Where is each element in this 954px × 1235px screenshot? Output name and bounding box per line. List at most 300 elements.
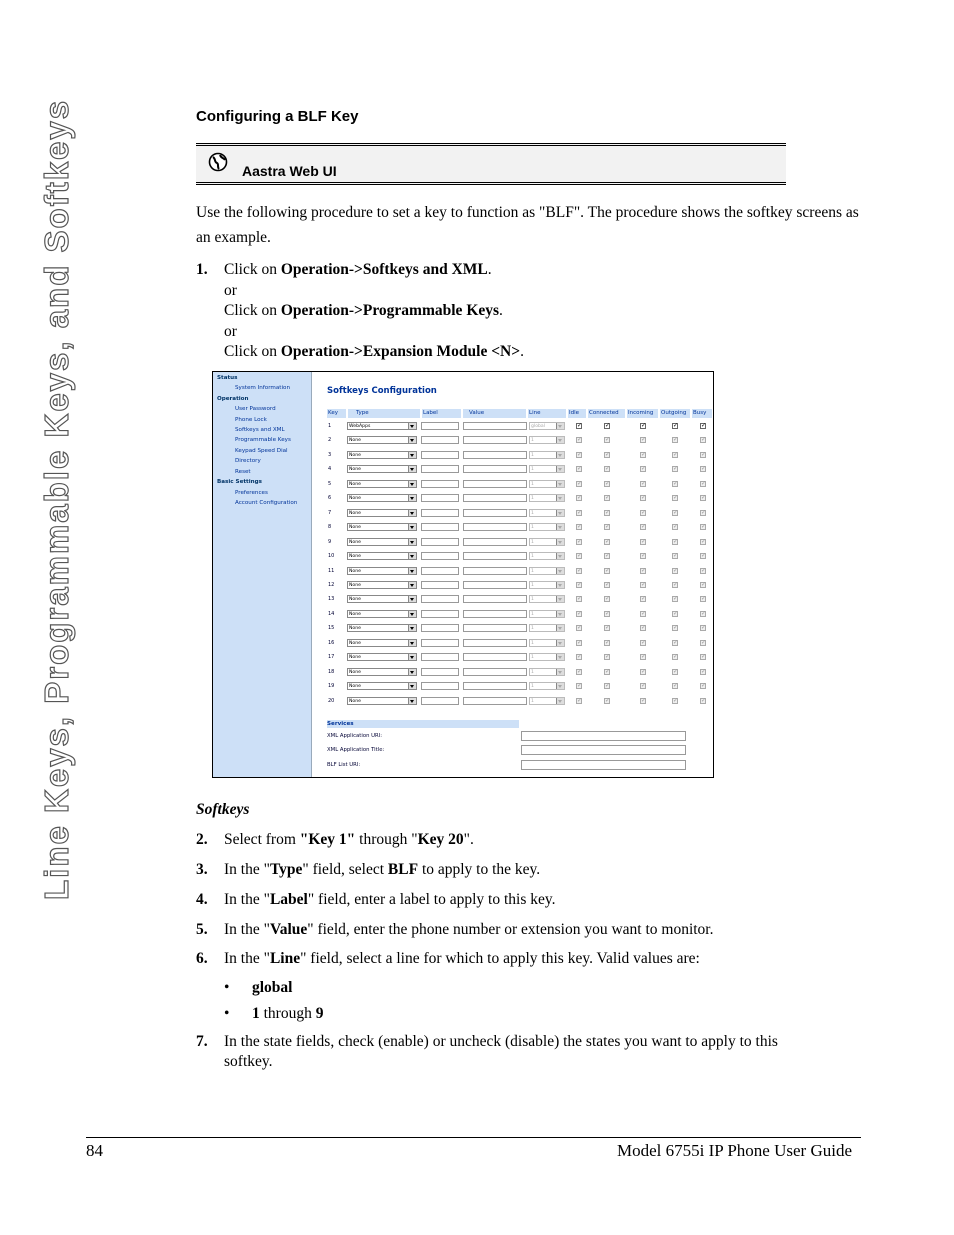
- bold-text: 1: [252, 1005, 260, 1022]
- type-select[interactable]: [347, 682, 417, 690]
- column-header: Key: [327, 409, 346, 418]
- type-value: None: [349, 452, 361, 458]
- state-checkbox[interactable]: ✓: [605, 638, 611, 646]
- chevron-down-icon: [408, 596, 416, 602]
- value-input[interactable]: [463, 653, 527, 661]
- state-checkbox[interactable]: ✓: [641, 422, 647, 429]
- state-checkbox[interactable]: ✓: [641, 667, 647, 675]
- type-select[interactable]: [347, 422, 417, 430]
- state-checkbox[interactable]: ✓: [701, 552, 707, 560]
- type-select[interactable]: [347, 697, 417, 705]
- state-checkbox[interactable]: ✓: [605, 667, 611, 675]
- table-row: [213, 595, 707, 605]
- type-value: None: [349, 655, 361, 661]
- service-input[interactable]: [521, 731, 686, 741]
- table-row: [213, 479, 707, 490]
- chevron-down-icon: [556, 437, 564, 443]
- state-checkbox[interactable]: ✓: [701, 479, 707, 487]
- sidebar-link[interactable]: Account Configuration: [235, 500, 298, 506]
- value-input[interactable]: [463, 509, 527, 517]
- state-checkbox[interactable]: ✓: [701, 422, 707, 429]
- line-select[interactable]: [529, 595, 565, 603]
- type-select[interactable]: [347, 668, 417, 676]
- bold-text: 9: [315, 1005, 324, 1022]
- type-select[interactable]: [347, 465, 417, 473]
- type-select[interactable]: [347, 567, 417, 575]
- table-row: [213, 682, 707, 692]
- label-input[interactable]: [421, 422, 459, 430]
- step-text: [224, 920, 714, 940]
- key-number: 12: [328, 581, 335, 588]
- sidebar-link[interactable]: User Password: [235, 406, 276, 412]
- chevron-down-icon: [408, 640, 416, 646]
- state-checkbox[interactable]: ✓: [641, 494, 647, 502]
- chevron-down-icon: [556, 539, 564, 545]
- state-checkbox[interactable]: ✓: [605, 682, 611, 690]
- state-checkbox[interactable]: ✓: [673, 508, 679, 516]
- type-value: None: [349, 640, 361, 646]
- step-number: 3.: [196, 861, 208, 878]
- label-input[interactable]: [421, 682, 459, 690]
- chevron-down-icon: [408, 466, 416, 472]
- value-input[interactable]: [463, 610, 527, 618]
- key-number: 3: [328, 451, 332, 458]
- state-checkbox[interactable]: ✓: [673, 624, 679, 632]
- state-checkbox[interactable]: ✓: [641, 552, 647, 560]
- line-value: 1: [531, 582, 534, 588]
- state-checkbox[interactable]: ✓: [577, 580, 583, 588]
- service-label: XML Application URI:: [327, 733, 383, 739]
- state-checkbox[interactable]: ✓: [641, 638, 647, 646]
- state-checkbox[interactable]: ✓: [605, 523, 611, 531]
- value-input[interactable]: [463, 697, 527, 705]
- line-value: 1: [531, 669, 534, 675]
- chevron-down-icon: [556, 669, 564, 675]
- step-number: 1.: [196, 261, 208, 278]
- state-checkbox[interactable]: ✓: [577, 595, 583, 603]
- state-checkbox[interactable]: ✓: [701, 494, 707, 502]
- value-input[interactable]: [463, 552, 527, 560]
- value-input[interactable]: [463, 494, 527, 502]
- label-input[interactable]: [421, 624, 459, 632]
- state-checkbox[interactable]: ✓: [641, 624, 647, 632]
- value-input[interactable]: [463, 422, 527, 430]
- state-checkbox[interactable]: ✓: [701, 653, 707, 661]
- sidebar-link[interactable]: Programmable Keys: [235, 437, 291, 443]
- state-checkbox[interactable]: ✓: [701, 508, 707, 516]
- state-checkbox[interactable]: ✓: [605, 624, 611, 632]
- state-checkbox[interactable]: ✓: [673, 653, 679, 661]
- state-checkbox[interactable]: ✓: [701, 436, 707, 444]
- table-row: [213, 638, 707, 649]
- state-checkbox[interactable]: ✓: [605, 450, 611, 458]
- state-checkbox[interactable]: ✓: [673, 566, 679, 574]
- state-checkbox[interactable]: ✓: [701, 682, 707, 690]
- type-select[interactable]: [347, 494, 417, 502]
- line-value: 1: [531, 481, 534, 487]
- chevron-down-icon: [556, 654, 564, 660]
- table-row: [213, 494, 707, 504]
- value-input[interactable]: [463, 639, 527, 647]
- line-select[interactable]: [529, 668, 565, 676]
- sidebar-link[interactable]: Operation: [217, 396, 249, 402]
- state-checkbox[interactable]: ✓: [641, 566, 647, 574]
- chevron-down-icon: [408, 437, 416, 443]
- state-checkbox[interactable]: ✓: [577, 479, 583, 487]
- chevron-down-icon: [556, 683, 564, 689]
- state-checkbox[interactable]: ✓: [577, 696, 583, 704]
- state-checkbox[interactable]: ✓: [673, 609, 679, 617]
- label-input[interactable]: [421, 538, 459, 546]
- state-checkbox[interactable]: ✓: [673, 580, 679, 588]
- value-input[interactable]: [463, 668, 527, 676]
- service-input[interactable]: [521, 745, 686, 755]
- state-checkbox[interactable]: ✓: [701, 580, 707, 588]
- value-input[interactable]: [463, 465, 527, 473]
- sidebar-link[interactable]: System Information: [235, 385, 291, 391]
- type-value: None: [349, 611, 361, 617]
- label-input[interactable]: [421, 494, 459, 502]
- key-number: 5: [328, 480, 332, 487]
- intro-paragraph: Use the following procedure to set a key to function as "BLF". The procedure shows the softkey screens as an example.: [196, 204, 859, 246]
- state-checkbox[interactable]: ✓: [673, 479, 679, 487]
- footer-rule: [86, 1137, 861, 1138]
- sidebar-link[interactable]: Reset: [235, 469, 251, 475]
- line-select[interactable]: [529, 581, 565, 589]
- state-checkbox[interactable]: ✓: [673, 537, 679, 545]
- state-checkbox[interactable]: ✓: [641, 609, 647, 617]
- state-checkbox[interactable]: ✓: [605, 422, 611, 429]
- state-checkbox[interactable]: ✓: [673, 494, 679, 502]
- text-run: through ": [355, 831, 418, 848]
- step-text: [224, 860, 540, 880]
- bold-text: BLF: [387, 861, 419, 878]
- key-number: 8: [328, 524, 332, 531]
- line-select[interactable]: [529, 509, 565, 517]
- label-input[interactable]: [421, 480, 459, 488]
- value-input[interactable]: [463, 581, 527, 589]
- step-text: [224, 830, 474, 850]
- chevron-down-icon: [556, 495, 564, 501]
- label-input[interactable]: [421, 653, 459, 661]
- line-value: 1: [531, 640, 534, 646]
- line-value: 1: [531, 655, 534, 661]
- table-row: [213, 624, 707, 634]
- table-row: [213, 580, 707, 591]
- type-select[interactable]: [347, 552, 417, 560]
- step-text: softkey.: [224, 1053, 273, 1070]
- state-checkbox[interactable]: ✓: [641, 682, 647, 690]
- line-value: 1: [531, 568, 534, 574]
- state-checkbox[interactable]: ✓: [577, 653, 583, 661]
- label-input[interactable]: [421, 697, 459, 705]
- label-input[interactable]: [421, 436, 459, 444]
- chevron-down-icon: [408, 683, 416, 689]
- step-number: 2.: [196, 831, 208, 848]
- key-number: 14: [328, 610, 335, 617]
- label-input[interactable]: [421, 567, 459, 575]
- state-checkbox[interactable]: ✓: [641, 696, 647, 704]
- table-row: [213, 609, 707, 620]
- label-input[interactable]: [421, 451, 459, 459]
- type-select[interactable]: [347, 639, 417, 647]
- key-number: 2: [328, 437, 332, 444]
- state-checkbox[interactable]: ✓: [577, 508, 583, 516]
- side-section-title: Line Keys, Programmable Keys, and Softkeys: [38, 98, 75, 900]
- table-row: [213, 436, 707, 446]
- state-checkbox[interactable]: ✓: [605, 609, 611, 617]
- state-checkbox[interactable]: ✓: [641, 436, 647, 444]
- state-checkbox[interactable]: ✓: [673, 696, 679, 704]
- state-checkbox[interactable]: ✓: [577, 609, 583, 617]
- chevron-down-icon: [556, 524, 564, 530]
- table-row: [213, 566, 707, 577]
- chevron-down-icon: [408, 611, 416, 617]
- bold-text: Key 20: [417, 831, 464, 848]
- chevron-down-icon: [556, 640, 564, 646]
- line-select[interactable]: [529, 682, 565, 690]
- line-select[interactable]: [529, 567, 565, 575]
- state-checkbox[interactable]: ✓: [577, 494, 583, 502]
- state-checkbox[interactable]: ✓: [641, 537, 647, 545]
- column-header: Value: [463, 409, 526, 418]
- state-checkbox[interactable]: ✓: [605, 566, 611, 574]
- line-select[interactable]: [529, 552, 565, 560]
- state-checkbox[interactable]: ✓: [605, 595, 611, 603]
- state-checkbox[interactable]: ✓: [605, 508, 611, 516]
- key-number: 9: [328, 538, 332, 545]
- state-checkbox[interactable]: ✓: [673, 436, 679, 444]
- label-input[interactable]: [421, 581, 459, 589]
- chevron-down-icon: [556, 481, 564, 487]
- sidebar-link[interactable]: Phone Lock: [235, 417, 267, 423]
- sidebar-link[interactable]: Basic Settings: [217, 479, 262, 485]
- state-checkbox[interactable]: ✓: [701, 537, 707, 545]
- sidebar-link[interactable]: Directory: [235, 458, 261, 464]
- label-input[interactable]: [421, 552, 459, 560]
- footer-title: Model 6755i IP Phone User Guide: [617, 1141, 852, 1160]
- step-text: In the state fields, check (enable) or uncheck (disable) the states you want to apply to this: [224, 1033, 778, 1050]
- state-checkbox[interactable]: ✓: [605, 696, 611, 704]
- line-value: 1: [531, 539, 534, 545]
- state-checkbox[interactable]: ✓: [673, 552, 679, 560]
- bullet-text: [252, 1005, 323, 1023]
- table-row: [213, 696, 707, 707]
- state-checkbox[interactable]: ✓: [641, 595, 647, 603]
- key-number: 7: [328, 509, 332, 516]
- key-number: 18: [328, 668, 335, 675]
- state-checkbox[interactable]: ✓: [605, 465, 611, 473]
- label-input[interactable]: [421, 465, 459, 473]
- state-checkbox[interactable]: ✓: [673, 638, 679, 646]
- state-checkbox[interactable]: ✓: [701, 595, 707, 603]
- type-value: None: [349, 496, 361, 502]
- line-value: 1: [531, 510, 534, 516]
- line-select[interactable]: [529, 422, 565, 430]
- line-value: 1: [531, 554, 534, 560]
- state-checkbox[interactable]: ✓: [605, 479, 611, 487]
- value-input[interactable]: [463, 480, 527, 488]
- label-input[interactable]: [421, 639, 459, 647]
- type-value: WebApps: [349, 424, 371, 429]
- value-input[interactable]: [463, 682, 527, 690]
- state-checkbox[interactable]: ✓: [701, 609, 707, 617]
- chevron-down-icon: [408, 524, 416, 530]
- state-checkbox[interactable]: ✓: [701, 638, 707, 646]
- state-checkbox[interactable]: ✓: [701, 465, 707, 473]
- label-input[interactable]: [421, 610, 459, 618]
- line-select[interactable]: [529, 523, 565, 531]
- text-run: In the ": [224, 861, 270, 878]
- chevron-down-icon: [408, 625, 416, 631]
- state-checkbox[interactable]: ✓: [577, 450, 583, 458]
- line-select[interactable]: [529, 451, 565, 459]
- state-checkbox[interactable]: ✓: [577, 667, 583, 675]
- type-value: None: [349, 582, 361, 588]
- text-run: In the ": [224, 950, 270, 967]
- type-select[interactable]: [347, 653, 417, 661]
- line-select[interactable]: [529, 465, 565, 473]
- line-select[interactable]: [529, 697, 565, 705]
- key-number: 17: [328, 654, 335, 661]
- state-checkbox[interactable]: ✓: [673, 523, 679, 531]
- chevron-down-icon: [408, 654, 416, 660]
- state-checkbox[interactable]: ✓: [577, 552, 583, 560]
- chevron-down-icon: [556, 582, 564, 588]
- text-run: " field, select: [302, 861, 388, 878]
- bullet-dot: •: [224, 1005, 230, 1022]
- type-value: None: [349, 698, 361, 704]
- line-select[interactable]: [529, 480, 565, 488]
- state-checkbox[interactable]: ✓: [605, 552, 611, 560]
- state-checkbox[interactable]: ✓: [701, 450, 707, 458]
- type-select[interactable]: [347, 624, 417, 632]
- value-input[interactable]: [463, 451, 527, 459]
- line-select[interactable]: [529, 653, 565, 661]
- state-checkbox[interactable]: ✓: [577, 422, 583, 429]
- state-checkbox[interactable]: ✓: [605, 580, 611, 588]
- chevron-down-icon: [408, 568, 416, 574]
- type-select[interactable]: [347, 509, 417, 517]
- state-checkbox[interactable]: ✓: [673, 422, 679, 429]
- text-run: In the ": [224, 921, 270, 938]
- bullet-text: [252, 979, 292, 997]
- state-checkbox[interactable]: ✓: [577, 465, 583, 473]
- value-input[interactable]: [463, 538, 527, 546]
- type-select[interactable]: [347, 595, 417, 603]
- type-select[interactable]: [347, 581, 417, 589]
- state-checkbox[interactable]: ✓: [577, 566, 583, 574]
- value-input[interactable]: [463, 624, 527, 632]
- state-checkbox[interactable]: ✓: [673, 667, 679, 675]
- value-input[interactable]: [463, 436, 527, 444]
- type-value: None: [349, 467, 361, 473]
- state-checkbox[interactable]: ✓: [641, 508, 647, 516]
- line-select[interactable]: [529, 494, 565, 502]
- line-select[interactable]: [529, 436, 565, 444]
- value-input[interactable]: [463, 595, 527, 603]
- text-run: " field, select a line for which to apply this key. Valid values are:: [300, 950, 700, 967]
- line-value: 1: [531, 597, 534, 603]
- sidebar-link[interactable]: Preferences: [235, 490, 268, 496]
- state-checkbox[interactable]: ✓: [641, 653, 647, 661]
- state-checkbox[interactable]: ✓: [701, 523, 707, 531]
- label-input[interactable]: [421, 509, 459, 517]
- state-checkbox[interactable]: ✓: [701, 667, 707, 675]
- state-checkbox[interactable]: ✓: [641, 523, 647, 531]
- service-input[interactable]: [521, 760, 686, 770]
- state-checkbox[interactable]: ✓: [673, 450, 679, 458]
- service-label: BLF List URI:: [327, 762, 361, 768]
- type-select[interactable]: [347, 480, 417, 488]
- state-checkbox[interactable]: ✓: [641, 450, 647, 458]
- type-select[interactable]: [347, 523, 417, 531]
- chevron-down-icon: [556, 452, 564, 458]
- state-checkbox[interactable]: ✓: [701, 696, 707, 704]
- state-checkbox[interactable]: ✓: [641, 479, 647, 487]
- line-select[interactable]: [529, 538, 565, 546]
- state-checkbox[interactable]: ✓: [673, 595, 679, 603]
- line-value: 1: [531, 684, 534, 690]
- state-checkbox[interactable]: ✓: [605, 653, 611, 661]
- column-header: Line: [528, 409, 566, 418]
- state-checkbox[interactable]: ✓: [701, 566, 707, 574]
- type-value: None: [349, 525, 361, 531]
- text-run: through: [259, 1005, 316, 1022]
- state-checkbox[interactable]: ✓: [577, 523, 583, 531]
- sidebar-link[interactable]: Keypad Speed Dial: [235, 448, 288, 454]
- label-input[interactable]: [421, 668, 459, 676]
- value-input[interactable]: [463, 523, 527, 531]
- text-run: ".: [463, 831, 474, 848]
- state-checkbox[interactable]: ✓: [577, 537, 583, 545]
- state-checkbox[interactable]: ✓: [577, 436, 583, 444]
- line-select[interactable]: [529, 610, 565, 618]
- value-input[interactable]: [463, 567, 527, 575]
- state-checkbox[interactable]: ✓: [605, 494, 611, 502]
- state-checkbox[interactable]: ✓: [673, 682, 679, 690]
- label-input[interactable]: [421, 595, 459, 603]
- chevron-down-icon: [408, 495, 416, 501]
- sidebar-link[interactable]: Softkeys and XML: [235, 427, 285, 433]
- label-input[interactable]: [421, 523, 459, 531]
- state-checkbox[interactable]: ✓: [605, 537, 611, 545]
- state-checkbox[interactable]: ✓: [641, 465, 647, 473]
- line-value: 1: [531, 611, 534, 617]
- step-text: [224, 890, 556, 910]
- state-checkbox[interactable]: ✓: [641, 580, 647, 588]
- line-select[interactable]: [529, 639, 565, 647]
- state-checkbox[interactable]: ✓: [577, 638, 583, 646]
- state-checkbox[interactable]: ✓: [673, 465, 679, 473]
- state-checkbox[interactable]: ✓: [577, 682, 583, 690]
- type-select[interactable]: [347, 610, 417, 618]
- type-select[interactable]: [347, 451, 417, 459]
- type-select[interactable]: [347, 538, 417, 546]
- state-checkbox[interactable]: ✓: [701, 624, 707, 632]
- line-value: 1: [531, 525, 534, 531]
- type-select[interactable]: [347, 436, 417, 444]
- state-checkbox[interactable]: ✓: [605, 436, 611, 444]
- sidebar-link[interactable]: Status: [217, 375, 238, 381]
- table-row: [213, 653, 707, 663]
- key-number: 20: [328, 697, 335, 704]
- key-number: 15: [328, 625, 335, 632]
- state-checkbox[interactable]: ✓: [577, 624, 583, 632]
- line-select[interactable]: [529, 624, 565, 632]
- softkeys-configuration-screenshot: [212, 371, 714, 778]
- web-ui-label: Aastra Web UI: [242, 163, 337, 179]
